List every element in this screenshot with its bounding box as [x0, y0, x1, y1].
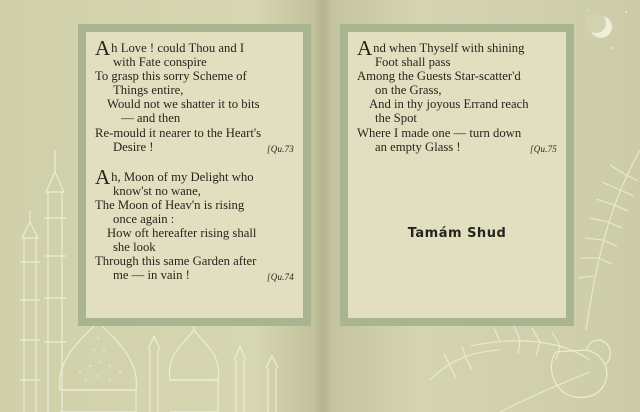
drop-cap: A	[95, 164, 111, 189]
verse-line: Would not we shatter it to bits	[107, 97, 260, 112]
verse-line: Where I made one — turn down	[357, 125, 522, 140]
quatrain-73	[95, 36, 294, 154]
verse-line: — and then	[121, 111, 181, 126]
crescent-moon-icon	[586, 13, 612, 38]
verse-line: Ah, Moon of my Delight who	[95, 164, 254, 189]
verse-line: And in thy joyous Errand reach	[369, 97, 529, 112]
verse-line: Among the Guests Star-scatter'd	[357, 69, 521, 84]
left-page-text	[86, 32, 303, 318]
quatrain-reference: [ Qu.74	[267, 270, 294, 284]
right-page-panel	[340, 24, 574, 326]
verse-line: And when Thyself with shining	[357, 36, 525, 60]
verse-line: on the Grass,	[375, 83, 442, 98]
verse-line: How oft hereafter rising shall	[107, 226, 257, 241]
verse-line: with Fate conspire	[113, 55, 207, 70]
wine-jar-icon	[551, 340, 610, 397]
verse-line: know'st no wane,	[113, 183, 201, 198]
quatrain-74	[95, 164, 294, 283]
dome-icon	[169, 316, 218, 412]
verse-line: once again :	[113, 212, 175, 227]
quatrain-reference: [ Qu.75	[530, 142, 557, 156]
verse-line: The Moon of Heav'n is rising	[95, 197, 245, 212]
drop-cap: A	[357, 36, 373, 60]
verse-line: me — in vain ! [ Qu.74	[95, 268, 294, 282]
verse-line: the Spot	[375, 111, 417, 126]
verse-line: Things entire,	[113, 83, 184, 98]
verse-line: To grasp this sorry Scheme of	[95, 69, 247, 84]
minaret-icon	[44, 150, 66, 412]
minaret-icon	[20, 210, 40, 412]
dome-pattern	[79, 337, 121, 381]
verse-line: Re-mould it nearer to the Heart's	[95, 125, 262, 140]
left-page-panel	[78, 24, 311, 326]
drop-cap: A	[95, 36, 111, 60]
verse-line: Through this same Garden after	[95, 254, 257, 269]
quatrain-reference: [ Qu.73	[267, 142, 294, 156]
verse-line: an empty Glass ! [ Qu.75	[357, 140, 557, 154]
colophon-title: Tamám Shud	[407, 225, 507, 241]
quatrain-75	[357, 36, 557, 154]
verse-line: Foot shall pass	[375, 55, 451, 70]
verse-line: Ah Love ! could Thou and I	[95, 36, 245, 60]
right-page-text	[348, 32, 566, 318]
verse-line: she look	[113, 240, 156, 255]
verse-line: Desire ! [ Qu.73	[95, 140, 294, 154]
